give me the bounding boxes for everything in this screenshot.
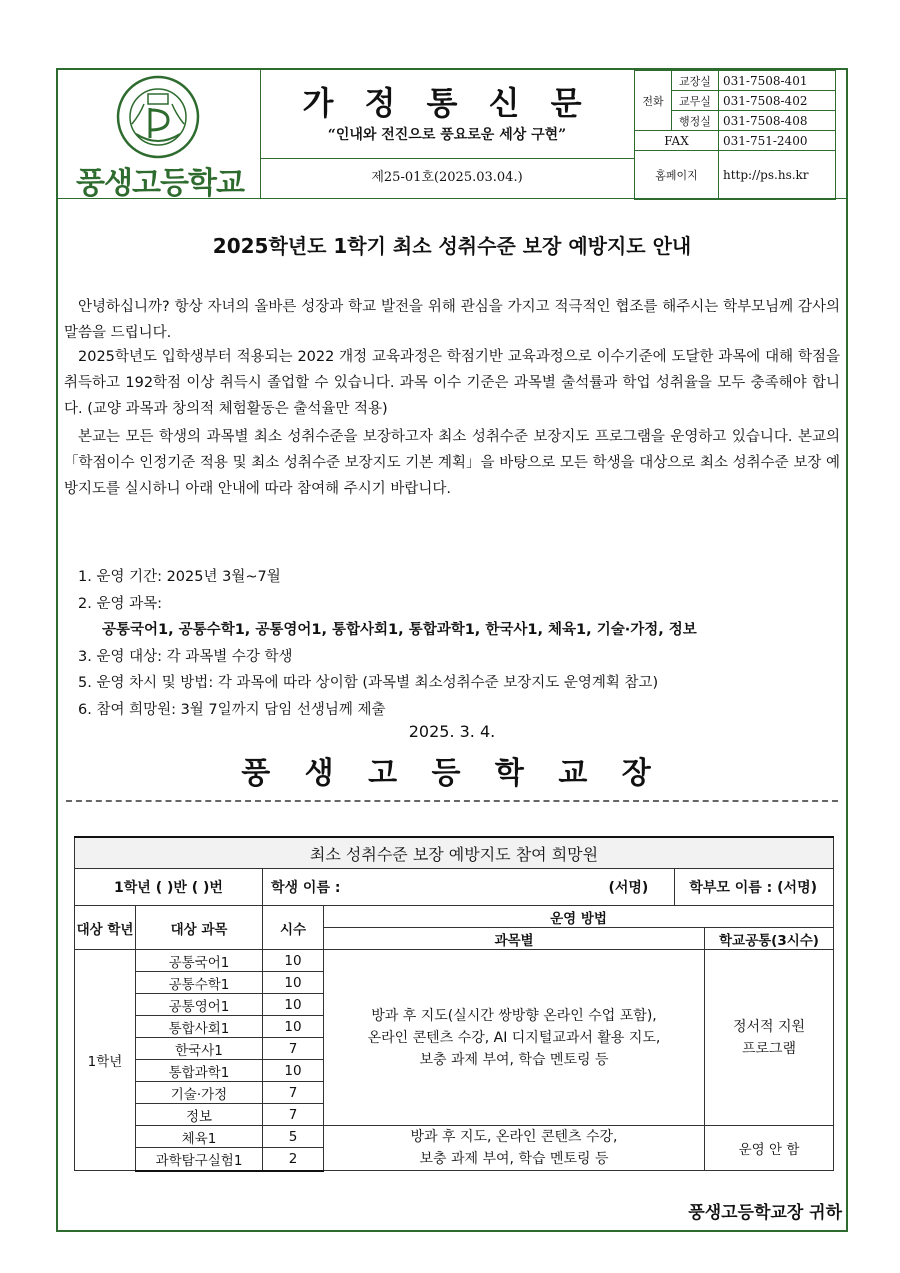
col-method-header: 운영 방법 bbox=[324, 906, 834, 928]
subject-cell: 통합과학1 bbox=[136, 1060, 263, 1082]
logo-cell bbox=[58, 70, 261, 201]
hours-cell: 7 bbox=[263, 1038, 324, 1060]
method-a-line: 방과 후 지도(실시간 쌍방향 온라인 수업 포함), bbox=[371, 1007, 657, 1024]
contact-table bbox=[634, 70, 836, 200]
hours-cell: 2 bbox=[263, 1148, 324, 1171]
subject-cell: 공통국어1 bbox=[136, 950, 263, 972]
fax-number: 031-751-2400 bbox=[719, 131, 836, 151]
hours-cell: 7 bbox=[263, 1104, 324, 1126]
paragraph-program: 본교는 모든 학생의 과목별 최소 성취수준을 보장하고자 최소 성취수준 보장지도 프로그램을 운영하고 있습니다. 본교의 「학점이수 인정기준 적용 및 최소 성취수준 보장지도 기본 계획」을 바탕으로 모든 학생을 대상으로 최소 성취수준 보장 예방지도를 실시하니 아래 안내에 따라 참여해 주시기 바랍니다. bbox=[64, 429, 840, 497]
student-sign: (서명) bbox=[608, 880, 649, 896]
newsletter-title: 가 정 통 신 문 bbox=[302, 84, 592, 122]
grade-cell: 1학년 bbox=[75, 950, 136, 1171]
paragraph-greeting: 안녕하십니까? 항상 자녀의 올바른 성장과 학교 발전을 위해 관심을 가지고 적극적인 협조를 해주시는 학부모님께 감사의 말씀을 드립니다. bbox=[64, 299, 840, 341]
list-item: 3. 운영 대상: 각 과목별 수강 학생 bbox=[78, 648, 293, 665]
col-subject-header: 대상 과목 bbox=[136, 906, 263, 950]
list-item: 2. 운영 과목: bbox=[78, 595, 162, 612]
subject-cell: 기술·가정 bbox=[136, 1082, 263, 1104]
contact-number: 031-7508-402 bbox=[719, 91, 836, 111]
list-item: 6. 참여 희망원: 3월 7일까지 담임 선생님께 제출 bbox=[78, 701, 386, 718]
hours-cell: 5 bbox=[263, 1126, 324, 1148]
hours-cell: 10 bbox=[263, 972, 324, 994]
hours-cell: 10 bbox=[263, 994, 324, 1016]
hours-cell: 10 bbox=[263, 950, 324, 972]
hours-cell: 7 bbox=[263, 1082, 324, 1104]
list-item: 공통국어1, 공통수학1, 공통영어1, 통합사회1, 통합과학1, 한국사1, 체육1, 기술·가정, 정보 bbox=[102, 622, 697, 638]
contact-label: 행정실 bbox=[672, 111, 719, 131]
paragraph-curriculum: 2025학년도 입학생부터 적용되는 2022 개정 교육과정은 학점기반 교육과정으로 이수기준에 도달한 과목에 대해 학점을 취득하고 192학점 이상 취득시 졸업할 수 있습니다. 과목 이수 기준은 과목별 출석률과 학업 성취율을 모두 충족해야 합니다. (교양 과목과 창의적 체험활동은 출석율만 적용) bbox=[64, 349, 840, 417]
phone-label: 전화 bbox=[635, 71, 672, 131]
col-hours-header: 시수 bbox=[263, 906, 324, 950]
school-slogan: “인내와 전진으로 풍요로운 세상 구현” bbox=[327, 127, 567, 143]
contact-number: 031-7508-408 bbox=[719, 111, 836, 131]
common-b-cell: 운영 안 함 bbox=[705, 1126, 834, 1171]
form-caption: 최소 성취수준 보장 예방지도 참여 희망원 bbox=[75, 837, 834, 869]
col-by-subject-header: 과목별 bbox=[324, 928, 705, 950]
contact-label: 교장실 bbox=[672, 71, 719, 91]
subject-cell: 공통수학1 bbox=[136, 972, 263, 994]
newsletter-frame bbox=[56, 68, 848, 1232]
document-title: 2025학년도 1학기 최소 성취수준 보장 예방지도 안내 bbox=[212, 234, 692, 258]
issue-number: 제25-01호(2025.03.04.) bbox=[260, 158, 634, 197]
hours-cell: 10 bbox=[263, 1016, 324, 1038]
method-b-line: 방과 후 지도, 온라인 콘텐츠 수강, bbox=[410, 1129, 618, 1145]
method-a-cell bbox=[324, 950, 705, 1126]
student-name-label: 학생 이름 : bbox=[271, 880, 341, 896]
contact-label: 교무실 bbox=[672, 91, 719, 111]
cut-line bbox=[66, 800, 838, 802]
subject-cell: 과학탐구실험1 bbox=[136, 1148, 263, 1171]
common-a-line: 프로그램 bbox=[741, 1040, 797, 1057]
school-emblem-icon bbox=[110, 74, 206, 160]
subject-cell: 한국사1 bbox=[136, 1038, 263, 1060]
subject-cell: 정보 bbox=[136, 1104, 263, 1126]
header-divider bbox=[58, 198, 846, 199]
homepage-label: 홈페이지 bbox=[635, 151, 719, 200]
method-b-cell bbox=[324, 1126, 705, 1171]
parent-name-field[interactable] bbox=[675, 869, 834, 906]
col-grade-header: 대상 학년 bbox=[75, 906, 136, 950]
homepage-link[interactable]: http://ps.hs.kr bbox=[719, 151, 836, 200]
parent-name-label: 학부모 이름 : bbox=[689, 880, 773, 896]
contact-number: 031-7508-401 bbox=[719, 71, 836, 91]
method-b-line: 보충 과제 부여, 학습 멘토링 등 bbox=[419, 1151, 609, 1167]
method-a-line: 온라인 콘텐츠 수강, AI 디지털교과서 활용 지도, bbox=[367, 1029, 661, 1046]
list-item: 5. 운영 차시 및 방법: 각 과목에 따라 상이함 (과목별 최소성취수준 보장지도 운영계획 참고) bbox=[78, 675, 659, 691]
issue-date: 2025. 3. 4. bbox=[408, 722, 496, 741]
common-a-line: 정서적 지원 bbox=[732, 1018, 806, 1035]
fax-label: FAX bbox=[635, 131, 719, 151]
closing-address: 풍생고등학교장 귀하 bbox=[688, 1203, 842, 1223]
list-item: 1. 운영 기간: 2025년 3월~7월 bbox=[78, 569, 281, 585]
student-name-field[interactable] bbox=[263, 869, 675, 906]
subject-cell: 통합사회1 bbox=[136, 1016, 263, 1038]
contact-cell bbox=[634, 70, 846, 198]
school-name: 풍생고등학교 bbox=[76, 166, 244, 201]
info-list bbox=[78, 564, 838, 723]
subject-cell: 공통영어1 bbox=[136, 994, 263, 1016]
subject-cell: 체육1 bbox=[136, 1126, 263, 1148]
title-cell bbox=[260, 70, 635, 198]
newsletter-header bbox=[58, 70, 846, 201]
parent-sign: (서명) bbox=[777, 880, 817, 896]
method-a-line: 보충 과제 부여, 학습 멘토링 등 bbox=[419, 1051, 609, 1068]
common-a-cell bbox=[705, 950, 834, 1126]
hours-cell: 10 bbox=[263, 1060, 324, 1082]
student-class-field[interactable]: 1학년 ( )반 ( )번 bbox=[75, 869, 263, 906]
col-common-header: 학교공통(3시수) bbox=[705, 928, 834, 950]
principal-signature: 풍 생 고 등 학 교 장 bbox=[241, 756, 663, 791]
application-form bbox=[74, 836, 834, 1172]
